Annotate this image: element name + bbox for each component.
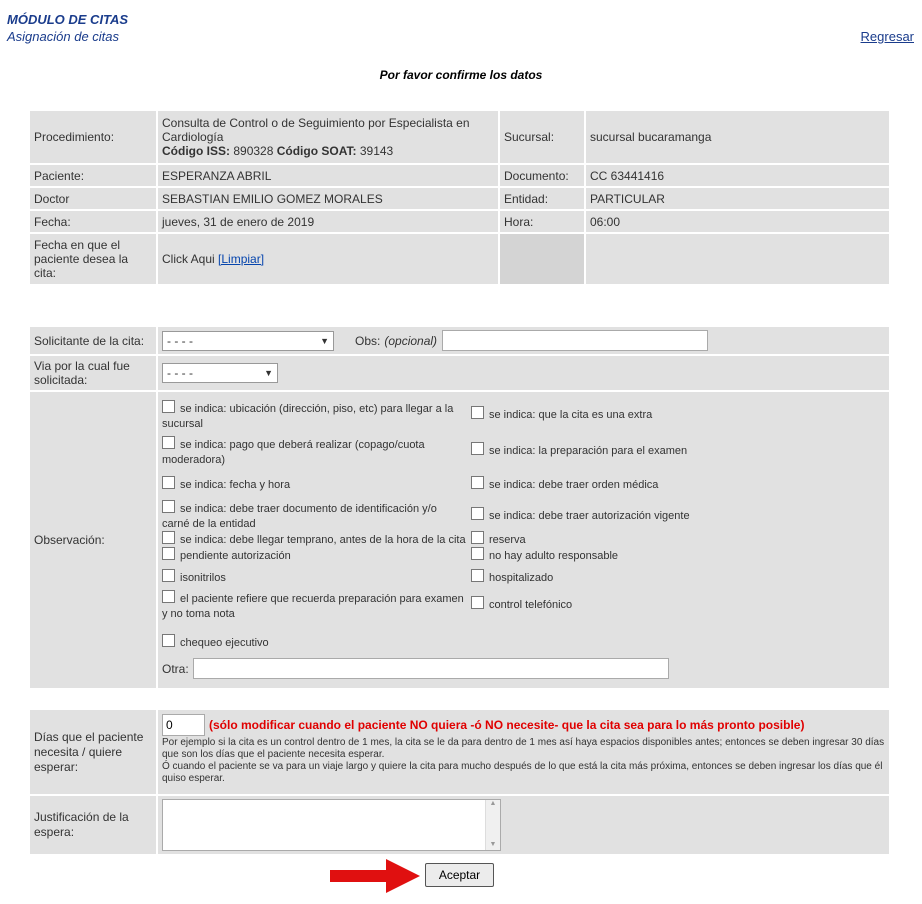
patient-value: ESPERANZA ABRIL: [158, 165, 498, 186]
module-title: MÓDULO DE CITAS: [7, 12, 129, 27]
desired-date-label: Fecha en que el paciente desea la cita:: [30, 234, 156, 284]
procedure-cell: [158, 111, 498, 163]
branch-label: Sucursal:: [500, 111, 584, 163]
check-label: se indica: la preparación para el examen: [489, 445, 688, 457]
confirm-heading: Por favor confirme los datos: [379, 68, 543, 82]
checkbox[interactable]: [471, 507, 484, 520]
check-item[interactable]: [162, 472, 467, 494]
observation-label: Observación:: [30, 392, 156, 688]
check-item[interactable]: [471, 472, 871, 494]
check-label: el paciente refiere que recuerda preparación para examen y no toma nota: [162, 593, 464, 620]
requester-selected: - - - -: [167, 333, 193, 348]
check-label: no hay adulto responsable: [489, 550, 619, 562]
check-label: se indica: que la cita es una extra: [489, 409, 653, 421]
checkbox[interactable]: [471, 547, 484, 560]
check-label: control telefónico: [489, 599, 573, 611]
empty-cell-2: [586, 234, 889, 284]
requester-select[interactable]: [162, 331, 334, 351]
desired-date-cell: [158, 234, 498, 284]
soat-value: 39143: [359, 144, 394, 158]
obs-label: Obs:: [355, 333, 381, 348]
check-label: hospitalizado: [489, 572, 554, 584]
days-label: Días que el paciente necesita / quiere esperar:: [30, 710, 156, 794]
iss-label: Código ISS:: [162, 144, 230, 158]
wait-table: [28, 708, 891, 856]
check-item[interactable]: [471, 400, 871, 436]
time-value: 06:00: [586, 211, 889, 232]
check-label: isonitrilos: [180, 572, 226, 584]
checkbox[interactable]: [162, 547, 175, 560]
procedure-label: Procedimiento:: [30, 111, 156, 163]
scroll-up-icon[interactable]: ▲: [489, 800, 497, 807]
clear-date-link[interactable]: [Limpiar]: [218, 252, 265, 266]
back-link[interactable]: Regresar: [860, 29, 914, 44]
obs-input[interactable]: [442, 330, 708, 351]
check-item[interactable]: [471, 569, 871, 590]
check-label: se indica: debe traer autorización vigente: [489, 510, 690, 522]
checkbox[interactable]: [471, 476, 484, 489]
entity-value: PARTICULAR: [586, 188, 889, 209]
check-label: se indica: pago que deberá realizar (copago/cuota moderadora): [162, 439, 425, 466]
checkbox[interactable]: [162, 634, 175, 647]
document-value: CC 63441416: [586, 165, 889, 186]
justification-cell: [158, 796, 889, 854]
accept-button[interactable]: Aceptar: [425, 863, 494, 887]
check-label: se indica: debe llegar temprano, antes de la hora de la cita: [180, 534, 466, 546]
check-label: pendiente autorización: [180, 550, 291, 562]
checkbox[interactable]: [471, 406, 484, 419]
observation-checklist: [162, 400, 885, 658]
check-item[interactable]: [471, 531, 871, 547]
checkbox[interactable]: [162, 590, 175, 603]
branch-value: sucursal bucaramanga: [586, 111, 889, 163]
days-cell: [158, 710, 889, 794]
obs-optional: (opcional): [384, 333, 438, 348]
check-item[interactable]: [162, 590, 467, 630]
check-item[interactable]: [162, 494, 467, 531]
via-selected: - - - -: [167, 366, 193, 380]
check-item[interactable]: [162, 630, 467, 658]
check-label: se indica: fecha y hora: [180, 479, 291, 491]
check-item[interactable]: [162, 400, 467, 436]
other-input[interactable]: [193, 658, 669, 679]
check-item[interactable]: [471, 494, 871, 531]
check-item[interactable]: [162, 436, 467, 472]
via-label: Via por la cual fue solicitada:: [30, 356, 156, 390]
document-label: Documento:: [500, 165, 584, 186]
days-help-1: Por ejemplo si la cita es un control dentro de 1 mes, la cita se le da para dentro de 1 mes así haya espacios disponibles antes; entonces se deben ingresar 30 días que son los días que el paciente necesita esperar.: [162, 737, 885, 760]
check-item[interactable]: [162, 531, 467, 547]
doctor-value: SEBASTIAN EMILIO GOMEZ MORALES: [158, 188, 498, 209]
check-label: reserva: [489, 534, 526, 546]
observation-cell: [158, 392, 889, 688]
check-label: chequeo ejecutivo: [180, 637, 269, 649]
checkbox[interactable]: [162, 569, 175, 582]
checkbox[interactable]: [162, 436, 175, 449]
chevron-down-icon: ▼: [320, 335, 329, 346]
requester-cell: [158, 327, 889, 354]
red-arrow-icon: [330, 857, 422, 895]
chevron-down-icon: ▼: [264, 368, 273, 378]
entity-label: Entidad:: [500, 188, 584, 209]
checkbox[interactable]: [162, 531, 175, 544]
patient-label: Paciente:: [30, 165, 156, 186]
checkbox[interactable]: [162, 400, 175, 413]
justification-label: Justificación de la espera:: [30, 796, 156, 854]
check-item[interactable]: [471, 436, 871, 472]
doctor-label: Doctor: [30, 188, 156, 209]
request-table: [28, 325, 891, 690]
module-subtitle: Asignación de citas: [7, 29, 120, 44]
textarea-scrollbar[interactable]: [485, 800, 500, 850]
date-label: Fecha:: [30, 211, 156, 232]
other-label: Otra:: [162, 661, 189, 676]
empty-cell: [500, 234, 584, 284]
requester-label: Solicitante de la cita:: [30, 327, 156, 354]
check-label: se indica: debe traer orden médica: [489, 479, 659, 491]
time-label: Hora:: [500, 211, 584, 232]
via-cell: [158, 356, 889, 390]
check-item[interactable]: [162, 547, 467, 569]
appointment-summary-table: [28, 109, 891, 286]
via-select[interactable]: [162, 363, 278, 383]
date-value: jueves, 31 de enero de 2019: [158, 211, 498, 232]
check-label: se indica: ubicación (dirección, piso, etc) para llegar a la sucursal: [162, 403, 454, 430]
justification-textarea[interactable]: [162, 799, 501, 851]
checkbox[interactable]: [471, 442, 484, 455]
soat-label: Código SOAT:: [276, 144, 357, 158]
checkbox[interactable]: [162, 500, 175, 513]
days-input[interactable]: [162, 714, 205, 736]
days-warning: (sólo modificar cuando el paciente NO quiera -ó NO necesite- que la cita sea para lo más pronto posible): [209, 718, 805, 732]
scroll-down-icon[interactable]: ▼: [489, 841, 497, 848]
check-item[interactable]: [471, 590, 871, 630]
check-item[interactable]: [471, 547, 871, 569]
procedure-value: Consulta de Control o de Seguimiento por Especialista en Cardiología: [162, 116, 470, 144]
days-help-2: Ó cuando el paciente se va para un viaje largo y quiere la cita para mucho después de lo que está la cita más próxima, entonces se deben ingresar los días que él quiso esperar.: [162, 761, 883, 784]
other-row: [162, 658, 885, 679]
checkbox[interactable]: [471, 569, 484, 582]
check-label: se indica: debe traer documento de identificación y/o carné de la entidad: [162, 503, 437, 530]
checkbox[interactable]: [162, 476, 175, 489]
checkbox[interactable]: [471, 531, 484, 544]
check-item[interactable]: [162, 569, 467, 590]
desired-date-click[interactable]: Click Aqui: [162, 252, 215, 266]
iss-value: 890328: [233, 144, 274, 158]
checkbox[interactable]: [471, 596, 484, 609]
